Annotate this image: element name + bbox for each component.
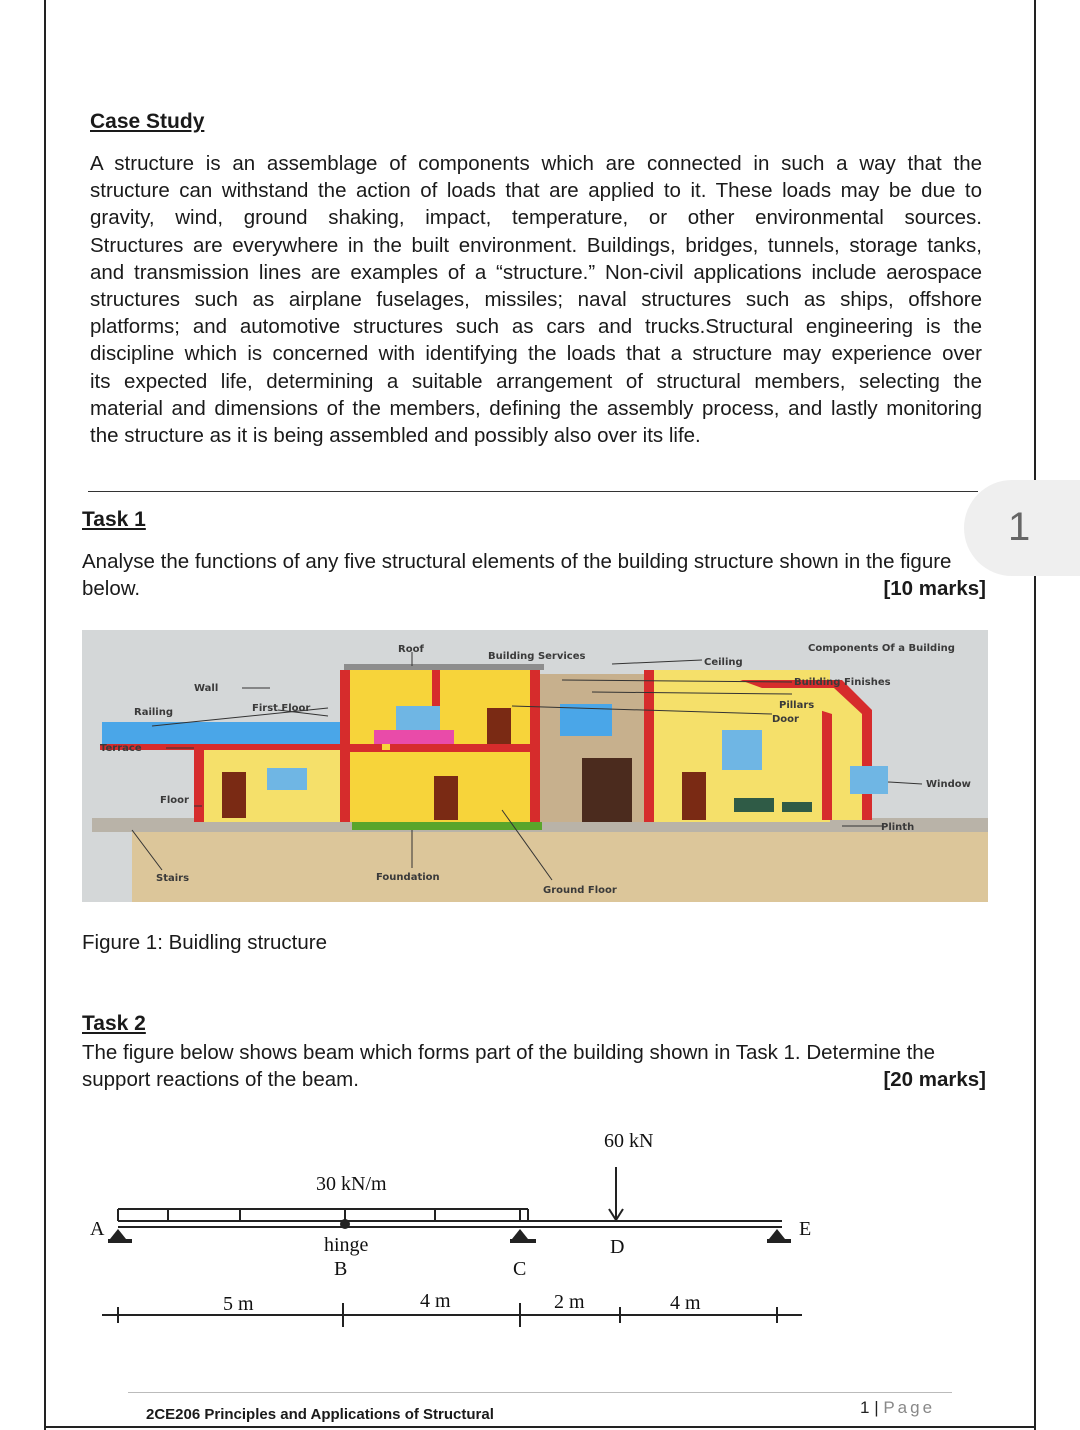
support-a (110, 1229, 126, 1239)
footer-course-title: 2CE206 Principles and Applications of Structural (146, 1406, 494, 1423)
case-study-line: structure can withstand the action of loads that are applied to it. These loads may be due to (90, 179, 982, 203)
case-study-line: A structure is an assemblage of components which are connected in such a way that the (90, 152, 982, 175)
figure-label-wall: Wall (194, 683, 219, 694)
figure-label-title: Components Of a Building (808, 643, 955, 654)
task2-question (82, 1039, 986, 1093)
case-study-line: discipline which is concerned with identifying the loads that a structure may experience over (90, 342, 982, 366)
span-label: 2 m (554, 1291, 585, 1313)
hinge-marker (340, 1219, 350, 1229)
point-label-d: D (610, 1236, 625, 1258)
figure-label-door: Door (772, 714, 799, 725)
point-label-e: E (799, 1218, 812, 1240)
figure-label-foundation: Foundation (376, 872, 440, 883)
task1-heading: Task 1 (82, 508, 146, 531)
support-e (769, 1229, 785, 1239)
case-study-line: its expected life, determining a suitable arrangement of structural members, selecting the (90, 369, 982, 393)
case-study-line: gravity, wind, ground shaking, impact, temperature, or other environmental sources. (90, 206, 982, 230)
figure-caption: Figure 1: Buidling structure (82, 931, 327, 954)
footer-divider (128, 1392, 952, 1393)
task2-line: support reactions of the beam. (82, 1068, 359, 1092)
point-load-label: 60 kN (604, 1130, 654, 1152)
span-label: 5 m (223, 1293, 254, 1315)
footer-page-num: 1 (860, 1398, 870, 1417)
task2-marks: [20 marks] (883, 1068, 986, 1092)
task1-line: below. (82, 577, 141, 601)
section-divider (88, 491, 978, 492)
case-study-line: platforms; and automotive structures such as cars and trucks.Structural engineering is the (90, 315, 982, 339)
udl-label: 30 kN/m (316, 1173, 387, 1195)
case-study-line: material and dimensions of the members, defining the assembly process, and lastly monitoring (90, 396, 982, 420)
task2-heading: Task 2 (82, 1012, 146, 1035)
support-c (512, 1229, 528, 1239)
task1-question (82, 548, 986, 602)
span-label: 4 m (420, 1290, 451, 1312)
hinge-label: hinge (324, 1234, 369, 1256)
page-border (1034, 576, 1036, 1430)
building-figure (82, 630, 988, 902)
figure-label-first-floor: First Floor (252, 703, 311, 714)
figure-label-finishes: Building Finishes (794, 677, 891, 688)
case-study-line: Structures are everywhere in the built environment. Buildings, bridges, tunnels, storage tanks, (90, 233, 982, 257)
figure-label-pillars: Pillars (779, 700, 815, 711)
page-border (1034, 0, 1036, 480)
figure-label-terrace: Terrace (100, 743, 142, 754)
case-study-line: the structure as it is being assembled and possibly also over its life. (90, 424, 701, 448)
figure-label-window: Window (926, 779, 971, 790)
task2-line: The figure below shows beam which forms part of the building shown in Task 1. Determine the (82, 1041, 936, 1064)
figure-label-plinth: Plinth (881, 822, 915, 833)
figure-label-roof: Roof (398, 644, 424, 655)
page-border (44, 0, 46, 1430)
case-study-line: and transmission lines are examples of a “structure.” Non-civil applications include aerospace (90, 260, 982, 284)
task1-line: Analyse the functions of any five structural elements of the building structure shown in the figure (82, 550, 952, 573)
page-border (44, 1426, 1036, 1428)
figure-label-floor: Floor (160, 795, 189, 806)
page-number-tab-label: 1 (1008, 505, 1031, 549)
case-study-paragraph (90, 150, 982, 449)
point-label-c: C (513, 1258, 527, 1280)
figure-label-ground-floor: Ground Floor (543, 885, 617, 896)
point-label-a: A (90, 1218, 105, 1240)
footer-page-word: Page (883, 1398, 936, 1417)
figure-label-railing: Railing (134, 707, 174, 718)
task1-marks: [10 marks] (883, 577, 986, 601)
figure-label-stairs: Stairs (156, 873, 190, 884)
footer-page-number: 1 | Page (860, 1398, 936, 1417)
figure-label-services: Building Services (488, 651, 586, 662)
point-label-b: B (334, 1258, 348, 1280)
span-label: 4 m (670, 1292, 701, 1314)
case-study-line: structures such as airplane fuselages, missiles; naval structures such as ships, offshore (90, 288, 982, 312)
beam-diagram (80, 1125, 840, 1340)
case-study-heading: Case Study (90, 110, 205, 133)
figure-label-ceiling: Ceiling (704, 657, 743, 668)
